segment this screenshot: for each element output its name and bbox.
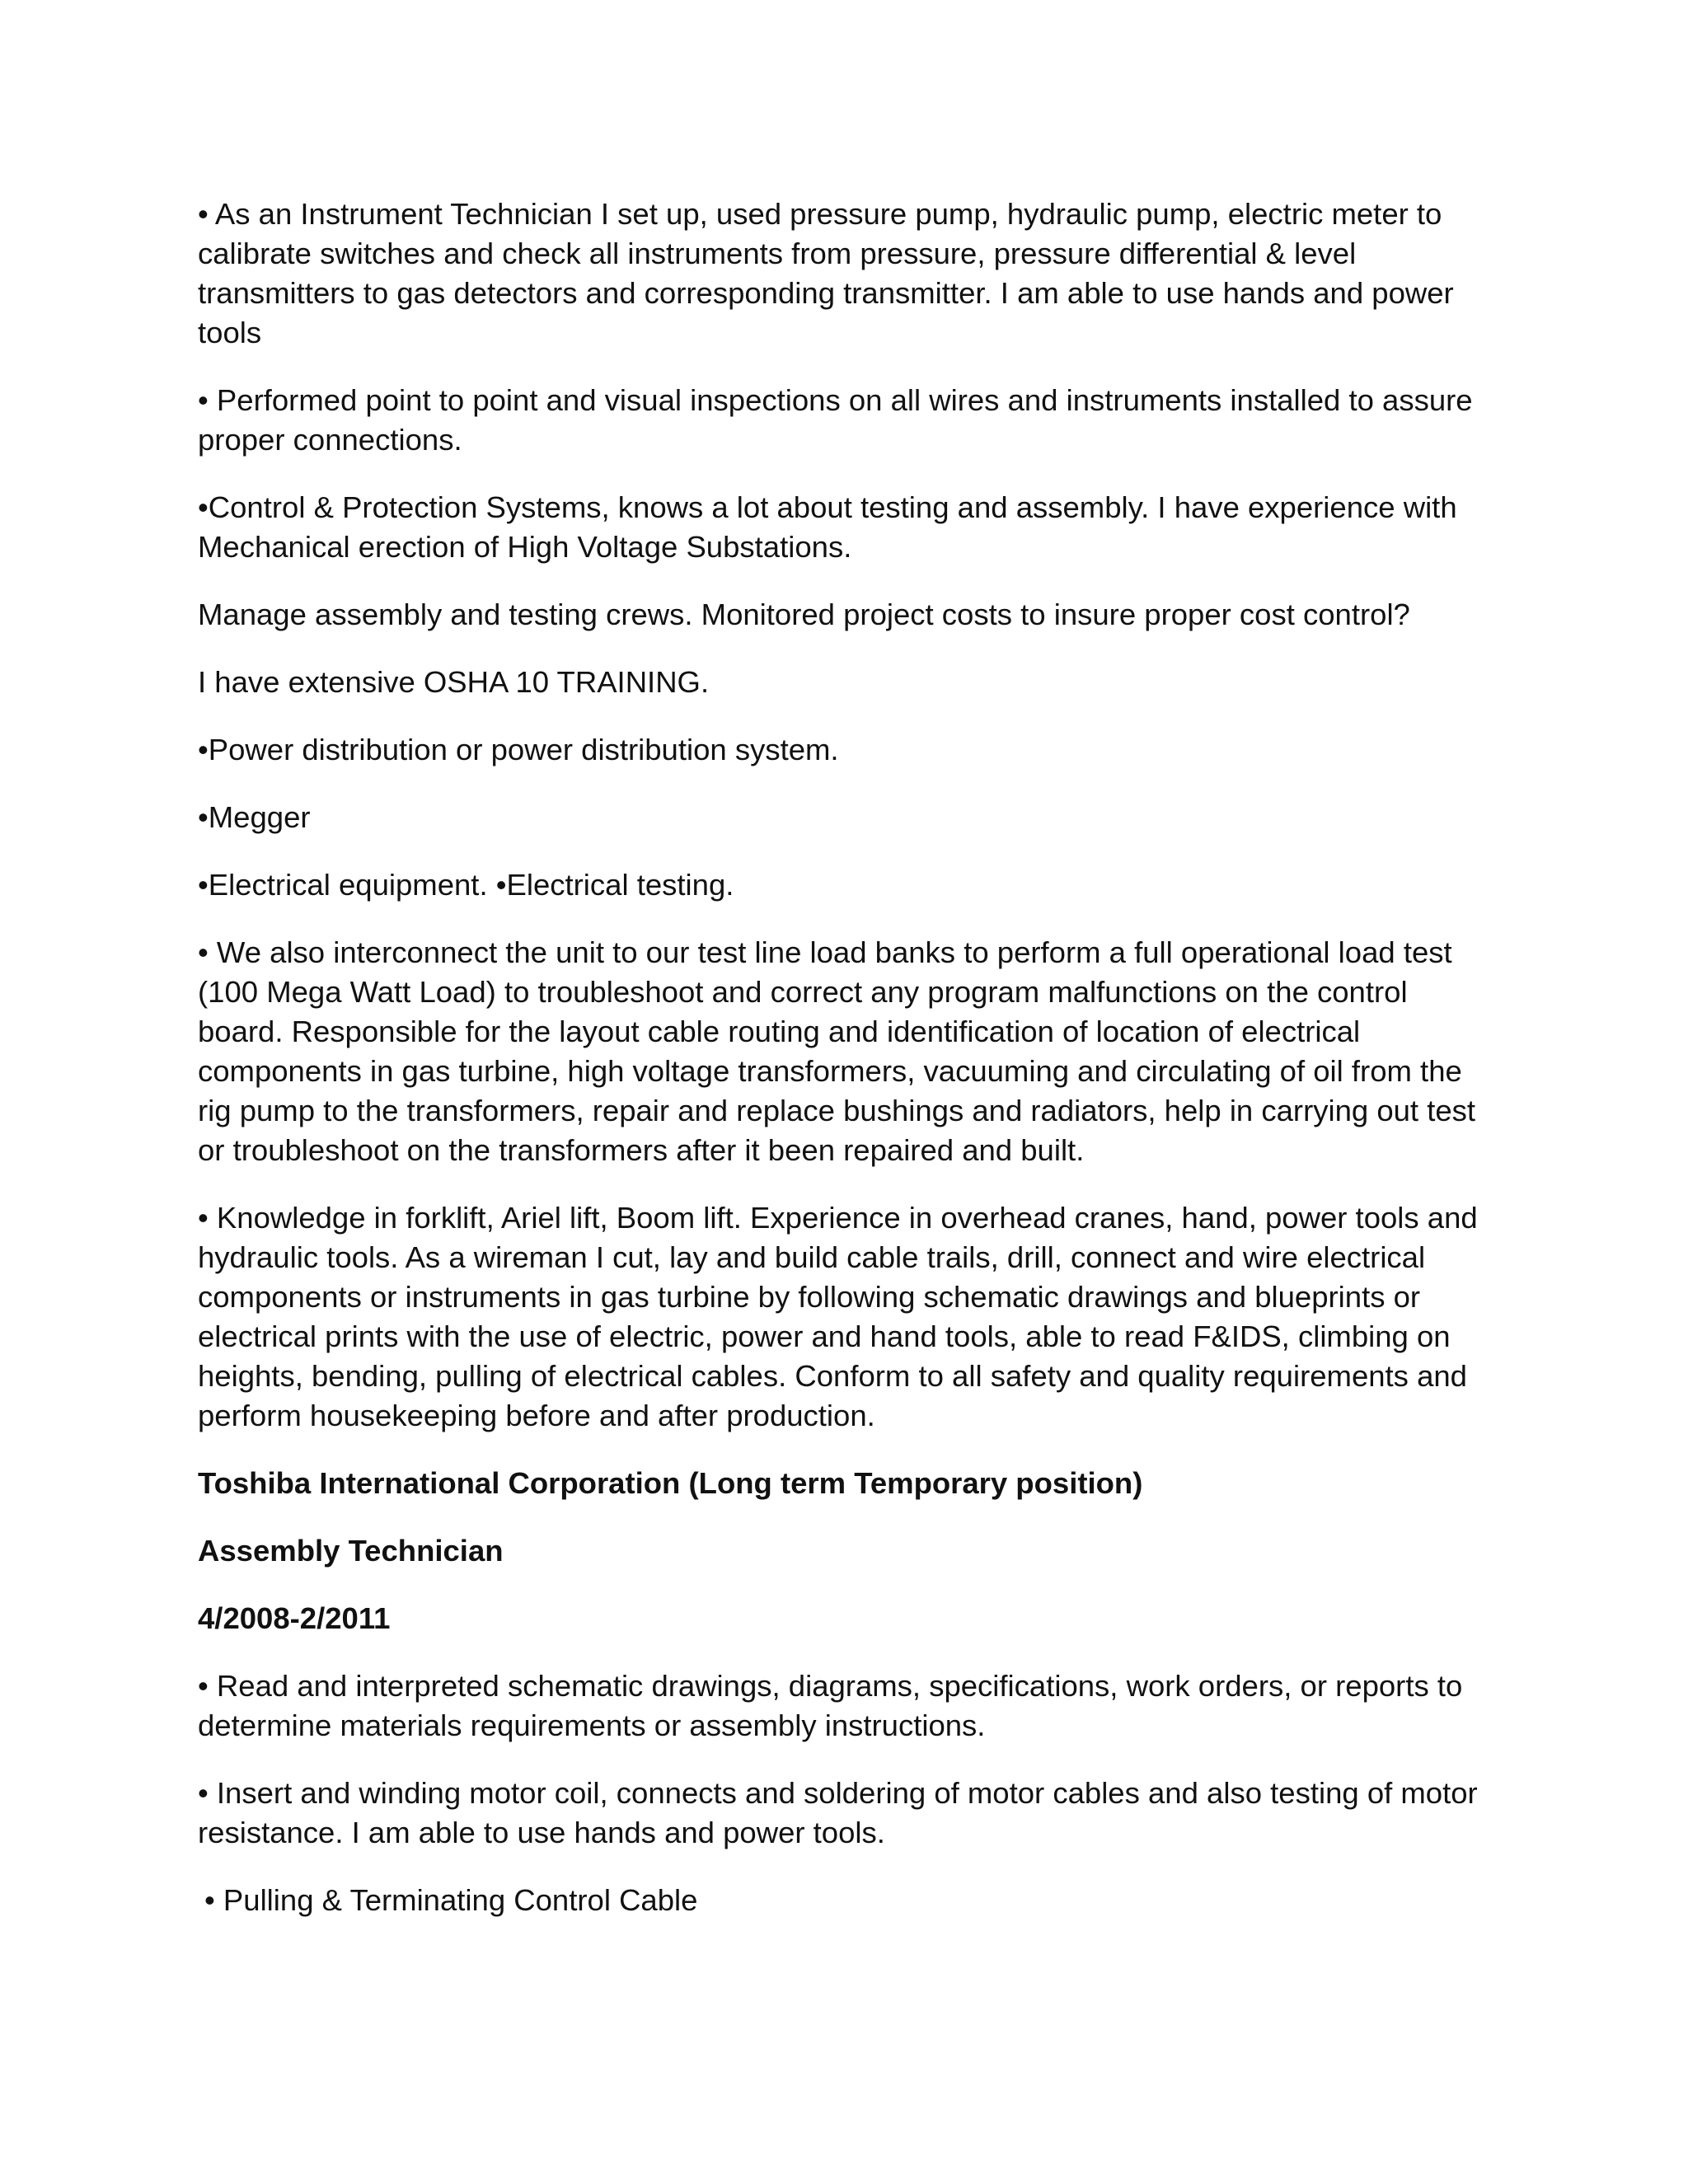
paragraph-control-cable: • Pulling & Terminating Control Cable xyxy=(204,1883,698,1917)
paragraph-instrument-technician: • As an Instrument Technician I set up, used pressure pump, hydraulic pump, electric meter to calibrate switches and check all instruments from pressure, pressure differential & level transmitters to gas detectors and corresponding transmitter. I am able to use hands and power tools xyxy=(198,197,1454,349)
paragraph-schematic-drawings: • Read and interpreted schematic drawings, diagrams, specifications, work orders, or reports to determine materials requirements or assembly instructions. xyxy=(198,1669,1463,1742)
paragraph-osha-training: I have extensive OSHA 10 TRAINING. xyxy=(198,665,710,699)
paragraph-motor-coil: • Insert and winding motor coil, connects and soldering of motor cables and also testing of motor resistance. I am able to use hands and power tools. xyxy=(198,1776,1478,1849)
employer-heading: Toshiba International Corporation (Long term Temporary position) xyxy=(198,1466,1143,1500)
paragraph-forklift-wireman: • Knowledge in forklift, Ariel lift, Boom lift. Experience in overhead cranes, hand, power tools and hydraulic tools. As a wireman I cut, lay and build cable trails, drill, connect and wire electrical components or instruments in gas turbine by following schematic drawings and blueprints or electrical prints with the use of electric, power and hand tools, able to read F&IDS, climbing on heights, bending, pulling of electrical cables. Conform to all safety and quality requirements and perform housekeeping before and after production. xyxy=(198,1201,1478,1432)
paragraph-megger: •Megger xyxy=(198,800,311,834)
job-title: Assembly Technician xyxy=(198,1534,504,1568)
paragraph-manage-crews: Manage assembly and testing crews. Monitored project costs to insure proper cost control? xyxy=(198,598,1410,631)
paragraph-load-test: • We also interconnect the unit to our test line load banks to perform a full operational load test (100 Mega Watt Load) to troubleshoot and correct any program malfunctions on the control board. Responsible for the layout cable routing and identification of location of electrical components in gas turbine, high voltage transformers, vacuuming and circulating of oil from the rig pump to the transformers, repair and replace bushings and radiators, help in carrying out test or troubleshoot on the transformers after it been repaired and built. xyxy=(198,935,1476,1167)
paragraph-inspections: • Performed point to point and visual inspections on all wires and instruments installed to assure proper connections. xyxy=(198,383,1473,457)
paragraph-control-protection: •Control & Protection Systems, knows a lot about testing and assembly. I have experience with Mechanical erection of High Voltage Substations. xyxy=(198,490,1457,564)
paragraph-power-distribution: •Power distribution or power distribution system. xyxy=(198,733,839,766)
paragraph-electrical-equipment: •Electrical equipment. •Electrical testing. xyxy=(198,868,734,902)
employment-dates: 4/2008-2/2011 xyxy=(198,1601,391,1635)
document-body xyxy=(198,194,1500,1948)
